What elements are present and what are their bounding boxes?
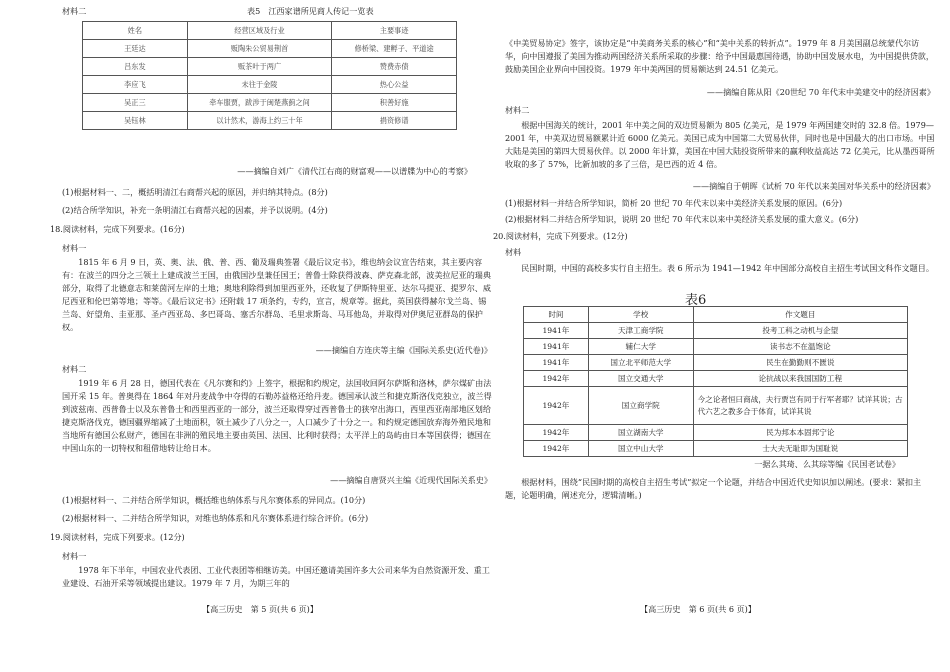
question-17-1: (1)根据材料一、二，概括明清江右商帮兴起的原因，并归纳其特点。(8分) [62,187,328,197]
table-row [83,94,457,112]
q19-material2-source: ——摘编自于朝晖《试析 70 年代以来美国对华关系中的经济因素》 [692,181,935,191]
q18-material1-text: 1815 年 6 月 9 日，英、奥、法、俄、普、西、葡及瑞典签署《最后议定书》，维也纳会议宣告结束，其主要内容有：在波兰的四分之三领土上建成波兰王国，由俄国沙皇兼任国王；普鲁士除获得波森、萨克森北部，波美拉尼亚的瑞典部分，取得了北德意志和莱茵河左岸的土地；奥地利除得到加里西亚外，还收复了伊斯特里亚、达尔马提亚、提罗尔、威尼西亚和伦巴第等地；等等。《最后议定书》还附载 17 项条约，专约，宣言，规章等。据此，英国获得赫尔戈兰岛、锡兰岛、好望角、圭亚那、圣卢西亚岛、多巴哥岛、塞舌尔群岛、毛里求斯岛、马耳他岛，并取得对伊奥尼亚群岛的保护权。 [62,257,491,332]
table6-header-cell: 作文题目 [693,307,907,323]
table-row [524,339,908,355]
table-cell: 论抗战以来我国国防工程 [693,371,907,387]
table-cell: 捐资修谱 [332,112,457,130]
table-cell: 国立交通大学 [588,371,693,387]
table6-caption: 表6 [685,293,707,308]
table-cell: 王廷达 [83,40,188,58]
table-cell: 牵车服贾，跋涉于闽楚燕蓟之间 [187,94,332,112]
table5-header-cell: 姓名 [83,22,188,40]
table-cell: 1942年 [524,441,589,457]
table-cell: 国立北平师范大学 [588,355,693,371]
table-cell: 贩陶朱公贸易荆首 [187,40,332,58]
table-cell: 投考工科之动机与企望 [693,323,907,339]
table-cell: 积善好施 [332,94,457,112]
table-row [83,58,457,76]
table-cell: 未往于金陵 [187,76,332,94]
q19-material2-text: 根据中国海关的统计，2001 年中美之间的双边贸易额为 805 亿美元，是 1979 年两国建交时的 32.8 倍。1979—2001 年，中美双边贸易额累计近 6000 亿美元。美国已成为中国第二大贸易伙伴，同时也是中国最大的出口市场。中国大陆是美国的第四大贸易伙伴。以 2000 年计算，美国在中国大陆投资所带来的赢利收益高达 72 亿美元，比从墨西哥所收取的多了 57%，比新加坡的多了三倍，是巴西的近 4 倍。 [505,120,935,169]
table-cell: 辅仁大学 [588,339,693,355]
table-cell: 读书志不在温饱论 [693,339,907,355]
table-row [524,323,908,339]
table-cell: 民生在勤勤则不匮说 [693,355,907,371]
question-18-title: 18.阅读材料，完成下列要求。(16分) [50,224,185,234]
question-20-title: 20.阅读材料，完成下列要求。(12分) [493,231,628,241]
question-18-2: (2)根据材料一、二并结合所学知识，对维也纳体系和凡尔赛体系进行综合评价。(6分) [62,513,369,523]
table-cell: 民为邦本本固邦宁论 [693,425,907,441]
table5-header-cell: 主要事迹 [332,22,457,40]
table6 [523,306,908,457]
q19-material1-continued: 《中美贸易协定》签字，该协定是“中美商务关系的核心”和“美中关系的转折点”。1979 年 8 月美国副总统蒙代尔访华，向中国遵报了美国为推动两国经济关系所采取的步骤：给予中国最惠国待遇，协助中国发展水电，为中国提供贷款，鼓励美国企业界向中国投资。1979 年中美两国的贸易额达到 24.51 亿美元。 [505,38,934,74]
table-cell: 赞费赤债 [332,58,457,76]
q18-material1-source: ——摘编自方连庆等主编《国际关系史(近代卷)》 [315,345,492,355]
table-row [524,441,908,457]
table-cell: 1942年 [524,371,589,387]
table-cell: 修桥梁、建孵子、平道途 [332,40,457,58]
table-row [83,112,457,130]
page-footer-5: 【高三历史 第 5 页(共 6 页)】 [202,604,318,614]
table5-source: ——摘编自刘广《清代江右商的财富观——以谱牒为中心的考察》 [237,166,472,176]
table-cell: 1941年 [524,323,589,339]
table-cell: 1942年 [524,425,589,441]
table-cell: 士大夫无耻即为国耻说 [693,441,907,457]
q19-material2-label: 材料二 [505,105,530,115]
table-row [524,371,908,387]
q19-material1-text: 1978 年下半年，中国农业代表团、工业代表团等相继访美。中国还邀请美国许多大公司来华为自然资源开发、重工业建设、石油开采等领域提出建议。1979 年 7 月，为期三年的 [62,565,490,588]
table-cell: 李应飞 [83,76,188,94]
table-row [524,425,908,441]
q20-task: 根据材料，围绕“民国时期的高校自主招生考试”拟定一个论题，并结合中国近代史知识加以阐述。(要求：紧扣主题，论题明确，阐述充分，逻辑清晰。) [505,477,922,500]
table-cell: 国立中山大学 [588,441,693,457]
question-18-1: (1)根据材料一、二并结合所学知识，概括维也纳体系与凡尔赛体系的异同点。(10分) [62,495,366,505]
table-cell: 热心公益 [332,76,457,94]
table5 [82,21,457,130]
table-cell: 1941年 [524,355,589,371]
table6-header-cell: 学校 [588,307,693,323]
table6-header [524,307,908,323]
table-cell: 吴钰林 [83,112,188,130]
table-row [524,355,908,371]
table-cell: 1941年 [524,339,589,355]
question-17-2: (2)结合所学知识，补充一条明清江右商帮兴起的因素，并予以说明。(4分) [62,205,328,215]
q19-material1-label: 材料一 [62,551,87,561]
table5-header-cell: 经营区域及行业 [187,22,332,40]
table-cell: 吕东发 [83,58,188,76]
table-cell: 今之论者恒曰商战，夫行贾岂有同于行军者耶？试详其说；古代六艺之教多合于体育，试详其说 [693,387,907,425]
q20-material-text: 民国时期，中国的高校多实行自主招生。表 6 所示为 1941—1942 年中国部分高校自主招生考试国文科作文题目。 [521,263,934,273]
q19-material1-source: ——摘编自陈从阳《20世纪 70 年代末中美建交中的经济因素》 [706,87,935,97]
question-19-title: 19.阅读材料，完成下列要求。(12分) [50,532,185,542]
table-cell: 1942年 [524,387,589,425]
table-cell: 天津工商学院 [588,323,693,339]
question-19-1: (1)根据材料一并结合所学知识，简析 20 世纪 70 年代末以来中美经济关系发展的原因。(6分) [505,198,843,208]
table-cell: 国立商学院 [588,387,693,425]
q18-material1-label: 材料一 [62,243,87,253]
q18-material2-label: 材料二 [62,364,87,374]
table-row [83,76,457,94]
question-19-2: (2)根据材料二并结合所学知识，说明 20 世纪 70 年代末以来中美经济关系发展的重大意义。(6分) [505,214,859,224]
table6-source: 一据么其琦、么其琮等编《民国老试卷》 [754,459,900,469]
table5-caption: 表5 江西家谱所见商人传记一览表 [247,6,374,16]
q20-material-label: 材料 [505,247,522,257]
table-row [83,40,457,58]
table-cell: 吴正三 [83,94,188,112]
table-row [524,387,908,425]
table5-header [83,22,457,40]
page-footer-6: 【高三历史 第 6 页(共 6 页)】 [640,604,756,614]
table-cell: 贩茶叶于两广 [187,58,332,76]
table-cell: 以计然术，游海上约三十年 [187,112,332,130]
q18-material2-source: ——摘编自唐贤兴主编《近现代国际关系史》 [330,475,492,485]
table6-header-cell: 时间 [524,307,589,323]
table-cell: 国立湖南大学 [588,425,693,441]
q18-material2-text: 1919 年 6 月 28 日，德国代表在《凡尔赛和约》上签字，根据和约规定，法国收回阿尔萨斯和洛林，萨尔煤矿由法国开采 15 年。普奥得在 1864 年对丹麦战争中夺得的石勒苏益格还给丹麦。德国承认波兰和捷克斯洛伐克独立，波兰得到波兹南、西普鲁士以及东普鲁士和西里西亚的一部分，波兰还取得穿过西普鲁士的狭窄出海口，西里西亚南部地区划给捷克斯洛伐克，德国疆界缩减了土地面积，领土减少了八分之一，人口减少了十分之一。和约规定德国放弃海外殖民地和当地所有德国公私财产，德国在非洲的殖民地主要由英国、法国、比利时获得；太平洋上的岛屿由日本等国获得；德国在中国山东的一切特权和租借地转让给日本。 [62,378,492,453]
material2-label: 材料二 [62,6,87,16]
